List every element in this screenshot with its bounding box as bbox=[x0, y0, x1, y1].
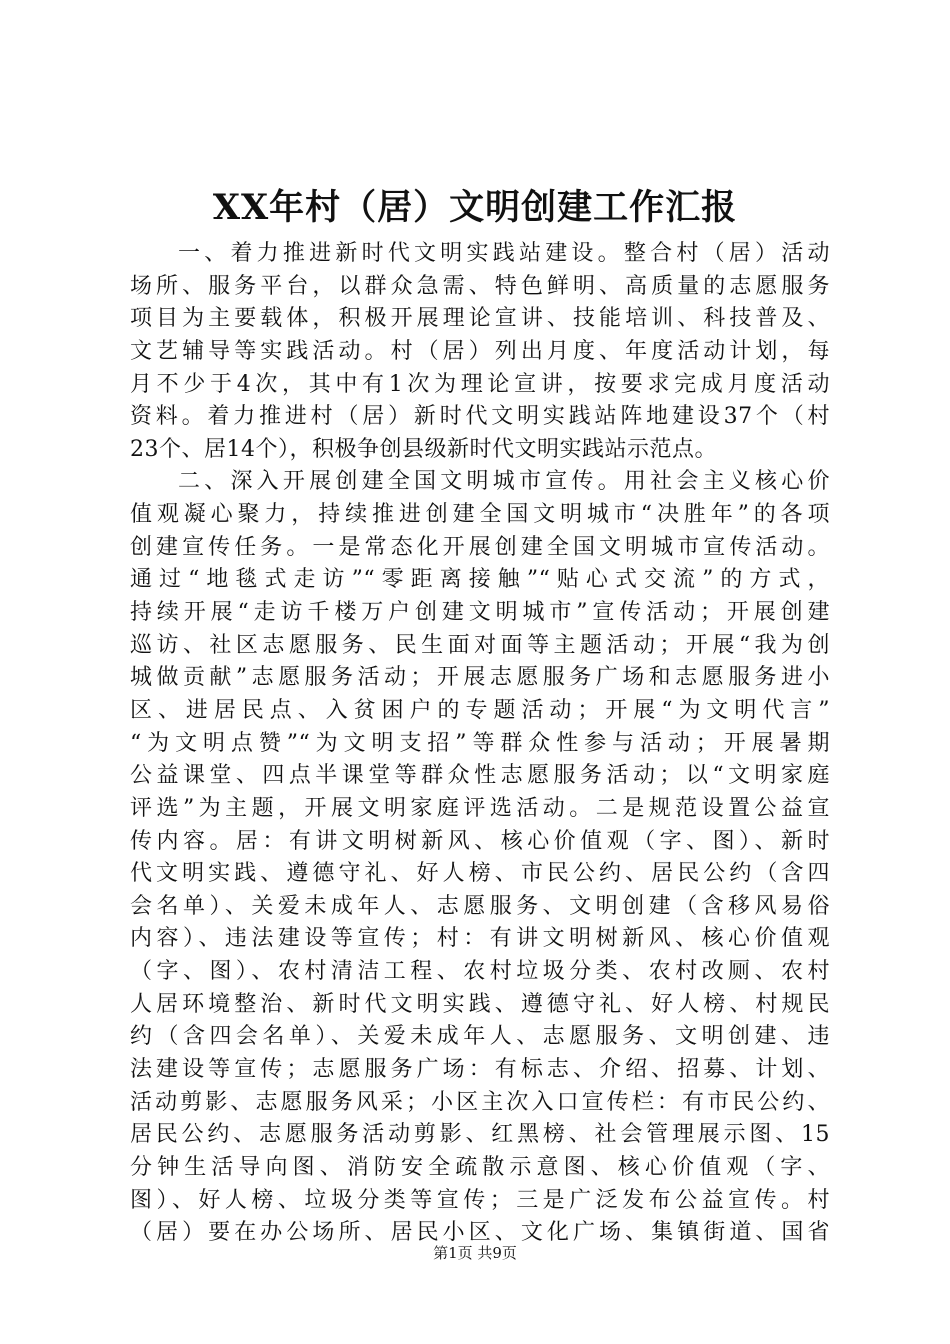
text-line: 创建宣传任务。一是常态化开展创建全国文明城市宣传活动。 bbox=[130, 534, 830, 560]
text-line: 活动剪影、志愿服务风采；小区主次入口宣传栏：有市民公约、 bbox=[130, 1089, 830, 1115]
text-line: 持续开展“走访千楼万户创建文明城市”宣传活动；开展创建 bbox=[130, 600, 830, 626]
text-line: 二、深入开展创建全国文明城市宣传。用社会主义核心价 bbox=[178, 469, 830, 495]
text-line: 城做贡献”志愿服务活动；开展志愿服务广场和志愿服务进小 bbox=[130, 665, 830, 691]
text-line: 图）、好人榜、垃圾分类等宣传；三是广泛发布公益宣传。村 bbox=[130, 1187, 830, 1213]
text-line: 会名单）、关爱未成年人、志愿服务、文明创建（含移风易俗 bbox=[130, 893, 830, 919]
text-line: 传内容。居：有讲文明树新风、核心价值观（字、图）、新时 bbox=[130, 828, 830, 854]
document-title: XX年村（居）文明创建工作汇报 bbox=[212, 187, 738, 228]
text-line: 人居环境整治、新时代文明实践、遵德守礼、好人榜、村规民 bbox=[130, 991, 830, 1017]
text-line: 项目为主要载体，积极开展理论宣讲、技能培训、科技普及、 bbox=[130, 306, 830, 332]
text-line: 文艺辅导等实践活动。村（居）列出月度、年度活动计划，每 bbox=[130, 338, 830, 364]
text-line: 巡访、社区志愿服务、民生面对面等主题活动；开展“我为创 bbox=[130, 632, 830, 658]
text-line: 资料。着力推进村（居）新时代文明实践站阵地建设37个（村 bbox=[130, 404, 830, 430]
text-line: 评选”为主题，开展文明家庭评选活动。二是规范设置公益宣 bbox=[130, 795, 830, 821]
text-line: 分钟生活导向图、消防安全疏散示意图、核心价值观（字、 bbox=[130, 1154, 830, 1180]
document-body bbox=[130, 238, 830, 1250]
text-line: 通过“地毯式走访”“零距离接触”“贴心式交流”的方式， bbox=[130, 567, 830, 593]
text-line: 约（含四会名单）、关爱未成年人、志愿服务、文明创建、违 bbox=[130, 1024, 830, 1050]
text-line: 代文明实践、遵德守礼、好人榜、市民公约、居民公约（含四 bbox=[130, 861, 830, 887]
text-line: “为文明点赞”“为文明支招”等群众性参与活动；开展暑期 bbox=[130, 730, 830, 756]
text-line: 23个、居14个），积极争创县级新时代文明实践站示范点。 bbox=[130, 436, 717, 462]
text-line: 居民公约、志愿服务活动剪影、红黑榜、社会管理展示图、15 bbox=[130, 1122, 830, 1148]
text-line: 一、着力推进新时代文明实践站建设。整合村（居）活动 bbox=[178, 241, 830, 266]
text-line: 月不少于4次，其中有1次为理论宣讲，按要求完成月度活动 bbox=[130, 371, 830, 397]
text-line: 场所、服务平台，以群众急需、特色鲜明、高质量的志愿服务 bbox=[130, 273, 830, 299]
text-line: 法建设等宣传；志愿服务广场：有标志、介绍、招募、计划、 bbox=[130, 1057, 830, 1083]
text-line: （居）要在办公场所、居民小区、文化广场、集镇街道、国省 bbox=[130, 1220, 830, 1246]
text-line: 值观凝心聚力，持续推进创建全国文明城市“决胜年”的各项 bbox=[130, 502, 830, 528]
text-line: 公益课堂、四点半课堂等群众性志愿服务活动；以“文明家庭 bbox=[130, 763, 830, 789]
text-line: （字、图）、农村清洁工程、农村垃圾分类、农村改厕、农村 bbox=[130, 959, 830, 985]
text-line: 区、进居民点、入贫困户的专题活动；开展“为文明代言” bbox=[130, 697, 830, 723]
page-footer: 第1页 共9页 bbox=[433, 1244, 517, 1262]
text-line: 内容）、违法建设等宣传；村：有讲文明树新风、核心价值观 bbox=[130, 926, 830, 952]
